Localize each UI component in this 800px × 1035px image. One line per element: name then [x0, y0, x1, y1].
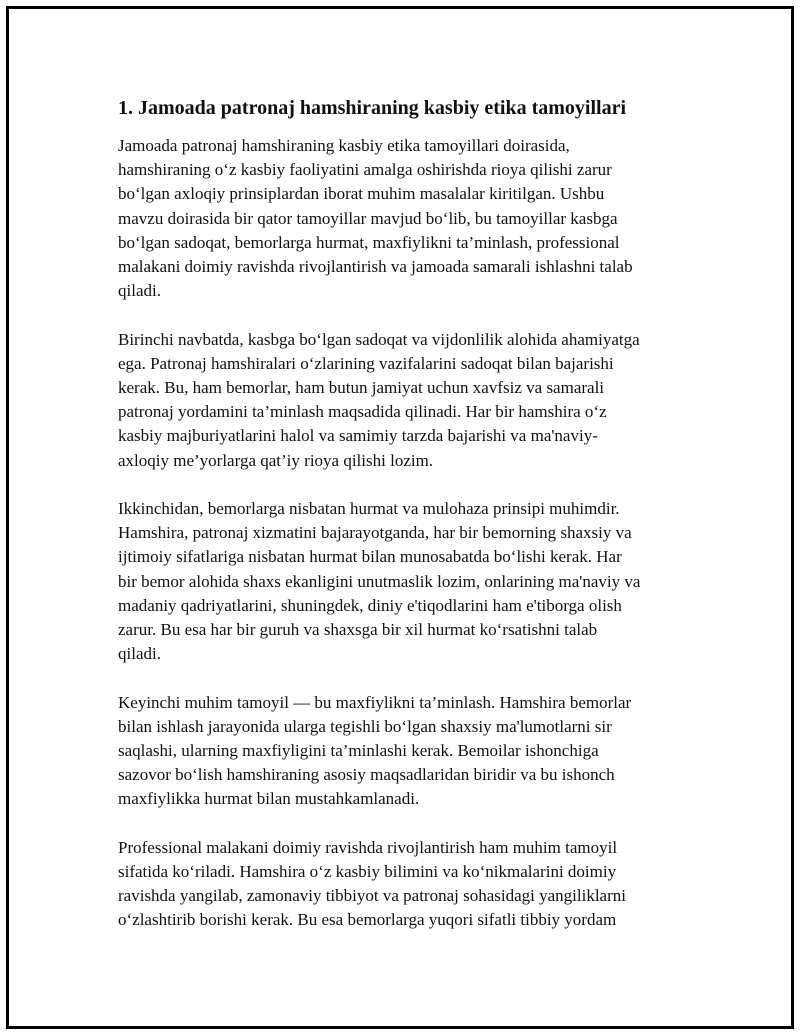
paragraph-line: Jamoada patronaj hamshiraning kasbiy etika tamoyillari doirasida, — [118, 136, 570, 155]
paragraph-line: bo‘lgan axloqiy prinsiplardan iborat muhim masalalar kiritilgan. Ushbu — [118, 184, 605, 204]
section-heading: 1. Jamoada patronaj hamshiraning kasbiy etika tamoyillari — [118, 97, 627, 119]
paragraph-line: Professional malakani doimiy ravishda rivojlantirish ham muhim tamoyil — [118, 837, 618, 857]
paragraph-line: sazovor bo‘lish hamshiraning asosiy maqsadlaridan biridir va bu ishonch — [118, 765, 615, 785]
paragraph-line: saqlashi, ularning maxfiyligini ta’minlashi kerak. Bemoilar ishonchiga — [118, 741, 599, 761]
paragraph-line: kasbiy majburiyatlarini halol va samimiy tarzda bajarishi va ma'naviy- — [118, 426, 598, 446]
paragraph-line: malakani doimiy ravishda rivojlantirish va jamoada samarali ishlashni talab — [118, 257, 633, 277]
paragraph-line: bo‘lgan sadoqat, bemorlarga hurmat, maxfiylikni ta’minlash, professional — [118, 232, 620, 252]
paragraph-line: bir bemor alohida shaxs ekanligini unutmaslik lozim, onlarining ma'naviy va — [118, 571, 641, 591]
paragraph-line: kerak. Bu, ham bemorlar, ham butun jamiyat uchun xavfsiz va samarali — [118, 378, 605, 398]
paragraph-line: mavzu doirasida bir qator tamoyillar mavjud bo‘lib, bu tamoyillar kasbga — [118, 208, 618, 228]
paragraph — [118, 691, 698, 812]
paragraph-line: Ikkinchidan, bemorlarga nisbatan hurmat va mulohaza prinsipi muhimdir. — [118, 499, 620, 519]
document-body — [118, 96, 698, 957]
paragraph-line: qiladi. — [118, 281, 161, 301]
paragraph-line: Keyinchi muhim tamoyil — bu maxfiylikni ta’minlash. Hamshira bemorlar — [118, 692, 632, 712]
paragraph-line: o‘zlashtirib borishi kerak. Bu esa bemorlarga yuqori sifatli tibbiy yordam — [118, 910, 617, 930]
paragraph-line: ravishda yangilab, zamonaviy tibbiyot va patronaj sohasidagi yangiliklarni — [118, 886, 626, 906]
paragraph-line: Birinchi navbatda, kasbga bo‘lgan sadoqat va vijdonlilik alohida ahamiyatga — [118, 329, 640, 349]
paragraph-line: ijtimoiy sifatlariga nisbatan hurmat bilan munosabatda bo‘lishi kerak. Har — [118, 547, 622, 567]
paragraph-line: axloqiy me’yorlarga qat’iy rioya qilishi lozim. — [118, 450, 434, 470]
paragraph-line: Hamshira, patronaj xizmatini bajarayotganda, har bir bemorning shaxsiy va — [118, 523, 632, 543]
paragraph — [118, 836, 698, 933]
paragraph-line: ega. Patronaj hamshiralari o‘zlarining vazifalarini sadoqat bilan bajarishi — [118, 353, 614, 373]
paragraph-line: sifatida ko‘riladi. Hamshira o‘z kasbiy bilimini va ko‘nikmalarini doimiy — [118, 862, 617, 882]
paragraph-line: zarur. Bu esa har bir guruh va shaxsga bir xil hurmat ko‘rsatishni talab — [118, 620, 598, 640]
paragraph-line: qiladi. — [118, 644, 161, 664]
paragraph — [118, 497, 698, 666]
paragraph-line: patronaj yordamini ta’minlash maqsadida qilinadi. Har bir hamshira o‘z — [118, 402, 607, 422]
paragraph — [118, 134, 698, 303]
paragraph — [118, 328, 698, 473]
paragraph-line: hamshiraning o‘z kasbiy faoliyatini amalga oshirishda rioya qilishi zarur — [118, 160, 612, 180]
paragraph-line: bilan ishlash jarayonida ularga tegishli bo‘lgan shaxsiy ma'lumotlarni sir — [118, 716, 612, 736]
paragraph-line: madaniy qadriyatlarini, shuningdek, diniy e'tiqodlarini ham e'tiborga olish — [118, 595, 622, 615]
paragraph-line: maxfiylikka hurmat bilan mustahkamlanadi. — [118, 789, 420, 809]
paragraph-list — [118, 134, 698, 933]
